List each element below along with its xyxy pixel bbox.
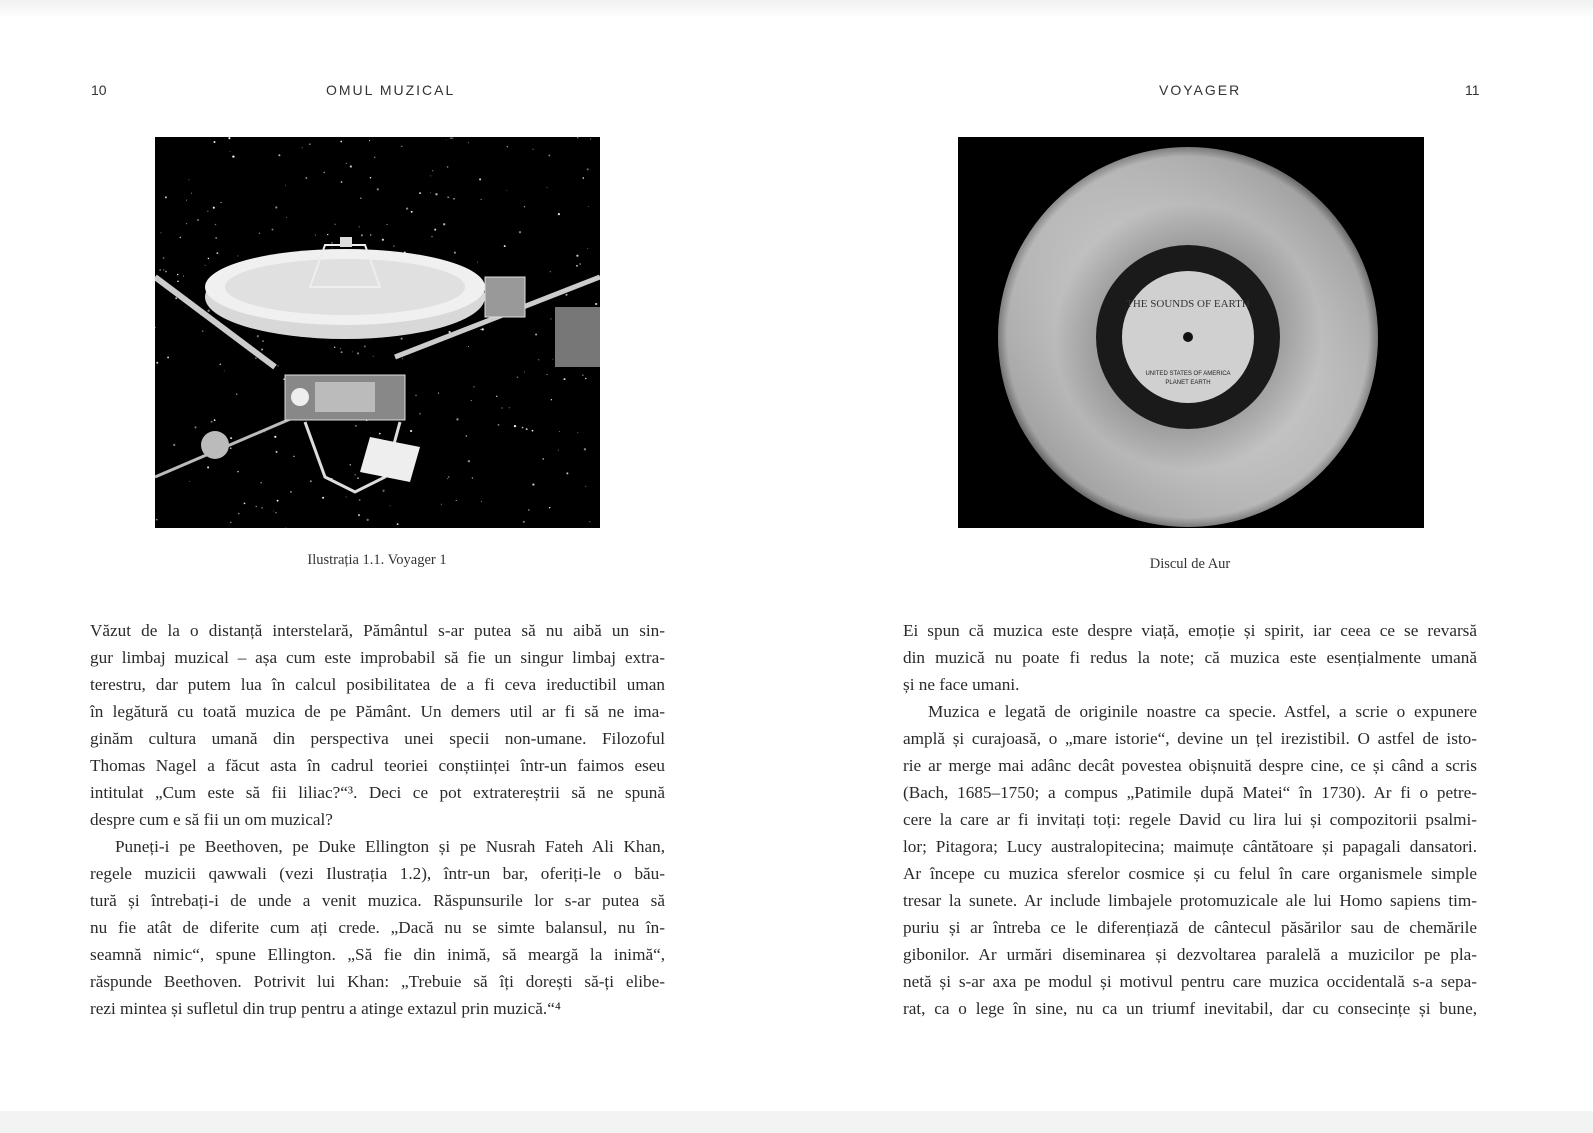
star bbox=[165, 271, 167, 273]
star bbox=[589, 521, 590, 522]
star bbox=[559, 431, 560, 432]
star bbox=[482, 328, 484, 330]
star bbox=[507, 146, 509, 148]
star bbox=[548, 154, 550, 156]
text-line: seamnă nimic“, spune Ellington. „Să fie din inimă, să meargă la inimă“, bbox=[90, 945, 665, 964]
star bbox=[468, 460, 470, 462]
star bbox=[528, 509, 529, 510]
right-page-body bbox=[903, 617, 1477, 1022]
star bbox=[552, 359, 553, 360]
star bbox=[332, 248, 333, 249]
star bbox=[275, 451, 277, 453]
star bbox=[566, 472, 568, 474]
star bbox=[382, 490, 384, 492]
text-line: rie ar merge mai adânc decât povestea obișnuită despre cine, ce și când a scris bbox=[903, 756, 1477, 775]
star bbox=[224, 370, 225, 371]
star bbox=[514, 425, 516, 427]
star bbox=[341, 181, 343, 183]
star bbox=[215, 224, 217, 226]
star bbox=[506, 190, 507, 191]
star bbox=[186, 200, 187, 201]
star bbox=[220, 202, 221, 203]
star bbox=[346, 163, 347, 164]
star bbox=[255, 357, 257, 359]
star bbox=[202, 330, 203, 331]
star bbox=[402, 358, 403, 359]
text-line: gur limbaj muzical – așa cum este improbabil să fie un singur limbaj extra- bbox=[90, 648, 665, 667]
star bbox=[565, 294, 567, 296]
text-line: puriu și ar întreba ce le diferențiază de cântecul păsărilor sau de chemările bbox=[903, 918, 1477, 937]
star bbox=[588, 206, 589, 207]
star bbox=[205, 265, 206, 266]
star bbox=[350, 165, 352, 167]
running-head-right: VOYAGER bbox=[1159, 82, 1242, 98]
star bbox=[230, 522, 232, 524]
star bbox=[309, 143, 310, 144]
star bbox=[261, 349, 263, 351]
page-number-right: 11 bbox=[1465, 82, 1480, 98]
star bbox=[498, 424, 500, 426]
star bbox=[524, 371, 525, 372]
star bbox=[496, 396, 498, 398]
figure-caption-left: Ilustrația 1.1. Voyager 1 bbox=[307, 552, 447, 568]
text-line: rat, ca o lege în sine, nu ca un triumf inevitabil, dar cu consecințe și bune, bbox=[903, 999, 1477, 1018]
star bbox=[448, 476, 449, 477]
star bbox=[441, 504, 442, 505]
star bbox=[411, 211, 413, 213]
paragraph bbox=[90, 833, 665, 1022]
paragraph bbox=[90, 617, 665, 833]
star bbox=[435, 193, 437, 195]
star bbox=[230, 437, 232, 439]
star bbox=[480, 329, 481, 330]
star bbox=[315, 234, 316, 235]
star bbox=[585, 378, 587, 380]
text-line: Ei spun că muzica este despre viață, emoție și spirit, iar ceea ce se revarsă bbox=[903, 621, 1477, 640]
star bbox=[523, 521, 525, 523]
star bbox=[334, 224, 335, 225]
star bbox=[432, 170, 433, 171]
figure-caption-right: Discul de Aur bbox=[1149, 556, 1231, 572]
star bbox=[208, 310, 210, 312]
star bbox=[290, 491, 292, 493]
star bbox=[397, 523, 399, 525]
star bbox=[473, 386, 474, 387]
star bbox=[430, 175, 431, 176]
star bbox=[286, 527, 287, 528]
text-line: tresar la sunete. Ar include limbajele protomuzicale ale lui Homo sapiens tim- bbox=[903, 891, 1477, 910]
star bbox=[213, 207, 215, 209]
star bbox=[156, 519, 158, 521]
star bbox=[360, 197, 362, 199]
star bbox=[558, 213, 560, 215]
star bbox=[177, 274, 178, 275]
star bbox=[382, 239, 384, 241]
star bbox=[277, 500, 279, 502]
star bbox=[577, 137, 578, 138]
star bbox=[189, 481, 190, 482]
star bbox=[447, 166, 449, 168]
text-line: în legătură cu toată muzica de pe Pământ. Un demers util ar fi să ne ima- bbox=[90, 702, 665, 721]
star bbox=[364, 345, 366, 347]
star bbox=[278, 154, 280, 156]
star bbox=[183, 276, 184, 277]
star bbox=[430, 192, 431, 193]
star bbox=[547, 187, 548, 188]
star bbox=[214, 141, 216, 143]
running-head-left: OMUL MUZICAL bbox=[326, 82, 456, 98]
text-line: Muzica e legată de originile noastre ca specie. Astfel, a scrie o expunere bbox=[928, 702, 1477, 721]
star bbox=[340, 348, 341, 349]
star bbox=[155, 327, 156, 329]
star bbox=[305, 177, 307, 179]
text-line: despre cum e să fii un om muzical? bbox=[90, 810, 333, 829]
star bbox=[550, 271, 551, 272]
star bbox=[259, 233, 260, 234]
paragraph bbox=[903, 617, 1477, 698]
star bbox=[584, 448, 586, 450]
star bbox=[262, 340, 264, 342]
star bbox=[443, 223, 445, 225]
star bbox=[502, 407, 503, 408]
star bbox=[361, 234, 363, 236]
voyager-image bbox=[155, 137, 600, 528]
star bbox=[207, 466, 209, 468]
star bbox=[237, 255, 238, 256]
star bbox=[369, 140, 370, 141]
star bbox=[272, 229, 274, 231]
star bbox=[236, 394, 237, 395]
star bbox=[456, 418, 458, 420]
bottom-edge bbox=[0, 1111, 1593, 1133]
star bbox=[558, 450, 559, 451]
text-line: terestru, dar putem lua în calcul posibilitatea de a fi ceva ireductibil uman bbox=[90, 675, 665, 694]
star bbox=[549, 507, 550, 508]
star bbox=[216, 252, 218, 254]
star bbox=[522, 427, 524, 429]
star bbox=[370, 234, 371, 235]
text-line: amplă și curajoasă, o „mare istorie“, devine un țel irezistibil. O astfel de isto- bbox=[903, 729, 1477, 748]
star bbox=[595, 303, 597, 305]
star bbox=[579, 263, 581, 265]
star bbox=[466, 435, 468, 437]
star bbox=[390, 505, 391, 506]
star bbox=[550, 318, 551, 319]
text-line: Thomas Nagel a făcut asta în cadrul teoriei conștiinței într-un faimos eseu bbox=[90, 756, 665, 775]
star bbox=[410, 430, 412, 432]
star bbox=[370, 177, 372, 179]
text-line: gibonilor. Ar urmări diseminarea și dezvoltarea paralelă a muzicilor pe pla- bbox=[903, 945, 1477, 964]
star bbox=[334, 347, 335, 348]
star bbox=[310, 480, 312, 482]
star bbox=[479, 178, 481, 180]
text-line: cere la care ar fi invitați toți: regele David cu lira lui și compozitorii psalmi- bbox=[903, 810, 1477, 829]
star bbox=[237, 471, 239, 473]
star bbox=[471, 400, 472, 401]
star bbox=[468, 142, 469, 143]
star bbox=[350, 464, 352, 466]
star bbox=[406, 208, 408, 210]
star bbox=[186, 223, 187, 224]
star bbox=[346, 496, 347, 497]
star bbox=[293, 456, 295, 458]
star bbox=[275, 512, 277, 513]
star bbox=[219, 363, 221, 365]
star bbox=[509, 407, 510, 408]
star bbox=[261, 507, 262, 508]
text-line: lor; Pitagora; Lucy australopitecina; maimuțe cântătoare și papagali dansatori. bbox=[903, 837, 1477, 856]
star bbox=[286, 217, 287, 218]
star bbox=[177, 281, 179, 283]
star bbox=[285, 185, 286, 186]
left-page-body bbox=[90, 617, 665, 1022]
star bbox=[533, 149, 534, 150]
text-line: ginăm cultura umană din perspectiva unei specii non-umane. Filozoful bbox=[90, 729, 665, 748]
star bbox=[322, 497, 324, 499]
star bbox=[456, 500, 457, 501]
star bbox=[468, 346, 469, 347]
text-line: rezi mintea și sufletul din trup pentru a atinge extazul prin muzică.“⁴ bbox=[90, 999, 561, 1018]
star bbox=[230, 151, 231, 152]
star bbox=[538, 359, 539, 360]
star bbox=[167, 356, 169, 358]
star bbox=[156, 362, 158, 364]
text-line: nu fie atât de diferite cum ați crede. „Dacă nu se simte balansul, nu în- bbox=[90, 918, 665, 937]
star bbox=[419, 192, 421, 194]
star bbox=[577, 432, 578, 433]
star bbox=[583, 177, 585, 179]
star bbox=[275, 206, 277, 208]
star bbox=[359, 499, 361, 501]
star bbox=[526, 428, 528, 430]
star bbox=[211, 421, 213, 423]
star bbox=[273, 511, 274, 512]
star bbox=[519, 231, 521, 233]
star bbox=[215, 237, 217, 239]
star bbox=[532, 430, 534, 432]
star bbox=[207, 211, 208, 212]
record-label-line2: PLANET EARTH bbox=[1165, 380, 1211, 386]
star bbox=[446, 140, 447, 141]
star bbox=[401, 338, 403, 340]
star bbox=[587, 168, 589, 170]
star bbox=[373, 356, 374, 357]
star bbox=[419, 413, 421, 415]
star bbox=[163, 269, 164, 270]
star bbox=[228, 137, 230, 139]
star bbox=[535, 333, 537, 335]
star bbox=[341, 351, 343, 353]
star bbox=[454, 252, 456, 254]
star bbox=[582, 375, 583, 376]
text-line: și ne face umani. bbox=[903, 675, 1020, 694]
star bbox=[355, 425, 356, 426]
star bbox=[232, 155, 234, 157]
text-line: din muzică nu poate fi redus la note; că muzica este esențialmente umană bbox=[903, 648, 1477, 667]
star bbox=[546, 374, 547, 375]
star bbox=[208, 258, 209, 259]
text-line: răspunde Beethoven. Potrivit lui Khan: „Trebuie să îți dorești să-ți elibe- bbox=[90, 972, 665, 991]
text-line: (Bach, 1685–1750; a compus „Patimile după Matei“ în 1730). Ar fi o petre- bbox=[903, 783, 1477, 802]
star bbox=[357, 352, 359, 354]
star bbox=[576, 255, 578, 257]
star bbox=[260, 482, 262, 484]
star bbox=[238, 513, 239, 514]
star bbox=[374, 157, 375, 158]
star bbox=[551, 399, 552, 400]
star bbox=[452, 138, 453, 139]
text-line: tură și întrebați-i de unde a venit muzica. Răspunsurile lor s-ar putea să bbox=[90, 891, 665, 910]
star bbox=[195, 426, 197, 428]
star bbox=[274, 436, 276, 438]
star bbox=[191, 193, 192, 194]
star bbox=[175, 297, 177, 299]
star bbox=[438, 393, 439, 394]
star bbox=[323, 172, 325, 174]
star bbox=[585, 486, 586, 487]
star bbox=[477, 262, 478, 263]
record-label-title: THE SOUNDS OF EARTH bbox=[1126, 298, 1250, 310]
star bbox=[393, 245, 394, 246]
record-label-line1: UNITED STATES OF AMERICA bbox=[1145, 371, 1231, 377]
star bbox=[542, 458, 543, 459]
text-line: Văzut de la o distanță interstelară, Pământul s-ar putea să nu aibă un sin- bbox=[90, 621, 665, 640]
star bbox=[481, 199, 482, 200]
star bbox=[472, 477, 473, 478]
star bbox=[354, 474, 356, 476]
paragraph bbox=[903, 698, 1477, 1022]
text-line: Puneți-i pe Beethoven, pe Duke Ellington și pe Nusrah Fateh Ali Khan, bbox=[115, 837, 665, 856]
star bbox=[165, 196, 167, 198]
star bbox=[434, 229, 436, 231]
star bbox=[387, 224, 388, 225]
star bbox=[340, 141, 342, 143]
golden-record-image bbox=[958, 137, 1424, 528]
star bbox=[214, 419, 216, 421]
star bbox=[504, 245, 506, 247]
star bbox=[331, 242, 333, 244]
star bbox=[453, 198, 455, 200]
star bbox=[524, 206, 525, 207]
star bbox=[415, 395, 417, 397]
star bbox=[159, 269, 161, 271]
star bbox=[352, 351, 353, 352]
star bbox=[517, 376, 519, 378]
star bbox=[367, 519, 369, 521]
star bbox=[357, 477, 359, 479]
star bbox=[481, 501, 482, 502]
star bbox=[447, 196, 449, 198]
star bbox=[532, 484, 534, 486]
page-number-left: 10 bbox=[91, 82, 107, 98]
star bbox=[256, 506, 257, 507]
star bbox=[173, 444, 175, 446]
star bbox=[188, 179, 189, 180]
star bbox=[163, 257, 165, 259]
text-line: Ar începe cu muzica sferelor cosmice și cu felul în care organismele simple bbox=[903, 864, 1477, 883]
star bbox=[359, 226, 360, 227]
star bbox=[230, 447, 232, 449]
star bbox=[277, 365, 278, 366]
star bbox=[327, 234, 328, 235]
star bbox=[576, 265, 578, 267]
star bbox=[587, 248, 588, 249]
text-line: intitulat „Cum este să fii liliac?“³. Deci ce pot extratereștrii să ne spună bbox=[90, 783, 665, 802]
star bbox=[379, 433, 381, 435]
star bbox=[257, 335, 259, 337]
top-edge bbox=[0, 0, 1593, 18]
star bbox=[302, 147, 303, 148]
star bbox=[358, 514, 360, 516]
star bbox=[197, 219, 199, 221]
star bbox=[563, 378, 565, 380]
star bbox=[161, 232, 162, 233]
star bbox=[590, 139, 591, 140]
star bbox=[377, 188, 379, 190]
text-line: regele muzicii qawwali (vezi Ilustrația 1.2), într-un bar, oferiți-le o bău- bbox=[90, 864, 665, 883]
star bbox=[450, 137, 452, 139]
star bbox=[244, 503, 246, 505]
star bbox=[180, 237, 182, 239]
text-line: netă și s-ar axa pe modul și motivul pentru care muzica occidentală s-a sepa- bbox=[903, 972, 1477, 991]
star bbox=[431, 236, 433, 238]
star bbox=[401, 146, 402, 147]
star bbox=[447, 478, 448, 479]
